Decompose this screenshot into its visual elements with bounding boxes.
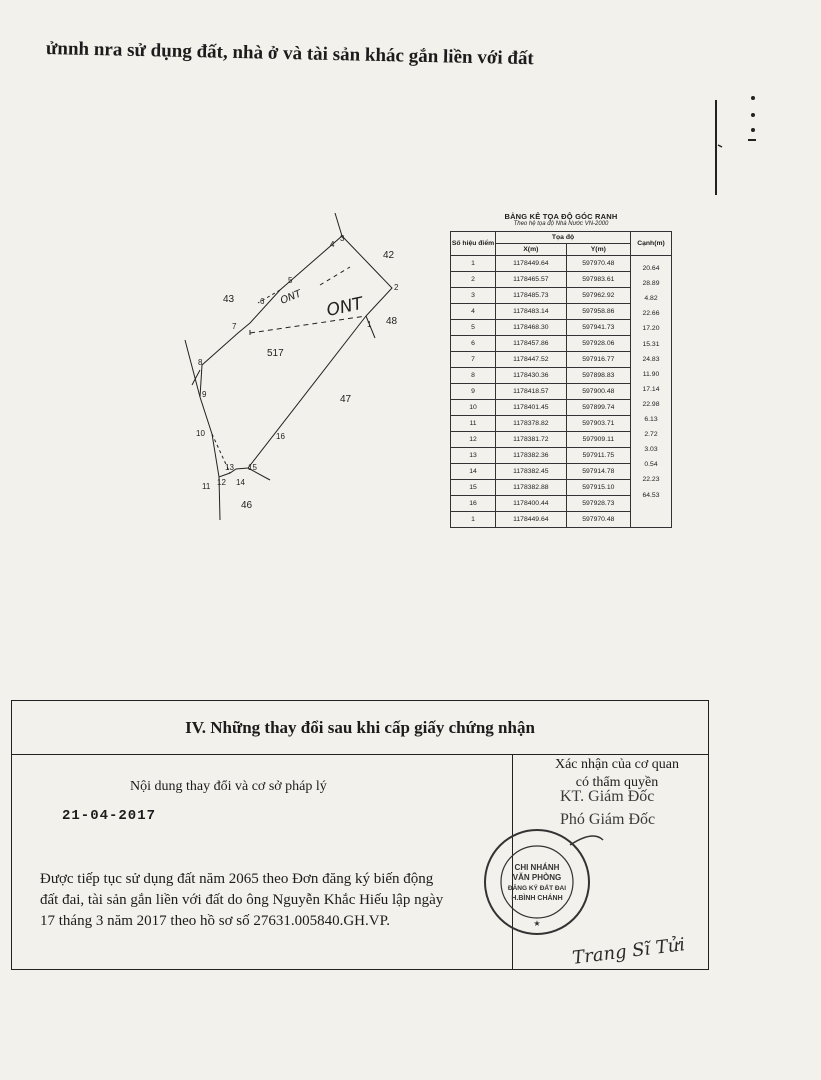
- vertex-label: 2: [394, 283, 399, 292]
- cell-x: 1178418.57: [496, 384, 567, 400]
- vertex-label: 9: [202, 390, 207, 399]
- vertex-label: 12: [217, 478, 226, 487]
- cell-y: 597941.73: [566, 320, 630, 336]
- cell-x: 1178465.57: [496, 272, 567, 288]
- cell-pt: 14: [451, 464, 496, 480]
- edge-length: 4.82: [644, 295, 658, 303]
- coordinate-table: [450, 231, 672, 528]
- margin-marks: [708, 95, 758, 205]
- land-use-label: ONT: [324, 293, 365, 321]
- cell-x: 1178483.14: [496, 304, 567, 320]
- edge-length: 15.31: [642, 340, 660, 348]
- cell-x: 1178485.73: [496, 288, 567, 304]
- cell-pt: 1: [451, 512, 496, 528]
- cell-pt: 12: [451, 432, 496, 448]
- cell-y: 597909.11: [566, 432, 630, 448]
- neighbor-parcel: 42: [383, 250, 395, 261]
- cell-x: 1178430.36: [496, 368, 567, 384]
- cell-x: 1178382.36: [496, 448, 567, 464]
- neighbor-parcel: 48: [386, 316, 398, 327]
- edge-length: 22.66: [642, 310, 660, 318]
- cell-pt: 5: [451, 320, 496, 336]
- cell-y: 597958.86: [566, 304, 630, 320]
- cell-y: 597928.73: [566, 496, 630, 512]
- edge-length: 17.20: [642, 325, 660, 333]
- parcel-number: 517: [267, 348, 284, 359]
- cell-x: 1178381.72: [496, 432, 567, 448]
- cell-pt: 2: [451, 272, 496, 288]
- stamp-text: CHI NHÁNH: [514, 863, 560, 872]
- star-icon: ★: [533, 919, 541, 928]
- cell-x: 1178401.45: [496, 400, 567, 416]
- vertex-label: 8: [198, 358, 203, 367]
- cell-x: 1178468.30: [496, 320, 567, 336]
- cell-pt: 8: [451, 368, 496, 384]
- cell-x: 1178447.52: [496, 352, 567, 368]
- cell-pt: 1: [451, 256, 496, 272]
- vertex-label: 10: [196, 429, 205, 438]
- cell-y: 597916.77: [566, 352, 630, 368]
- vertex-label: 15: [248, 463, 257, 472]
- left-column-header: Nội dung thay đổi và cơ sở pháp lý: [130, 779, 327, 794]
- coordinate-table-title: BẢNG KÊ TỌA ĐỘ GÓC RANH: [504, 212, 618, 221]
- cell-y: 597970.48: [566, 512, 630, 528]
- cell-y: 597903.71: [566, 416, 630, 432]
- edge-length: 64.53: [642, 491, 660, 499]
- stamp-text: H.BÌNH CHÁNH: [511, 895, 563, 902]
- right-column-header: [532, 756, 702, 792]
- header-edge: Cạnh(m): [631, 232, 672, 256]
- header-y: Y(m): [566, 244, 630, 256]
- cell-x: 1178449.64: [496, 512, 567, 528]
- stamp-text: ĐĂNG KÝ ĐẤT ĐAI: [507, 885, 567, 892]
- neighbor-parcel: 43: [223, 294, 235, 305]
- cell-x: 1178378.82: [496, 416, 567, 432]
- cell-y: 597983.61: [566, 272, 630, 288]
- cell-y: 597914.78: [566, 464, 630, 480]
- content-line: Được tiếp tục sử dụng đất năm 2065 theo Đơn đăng ký biến động: [40, 871, 434, 887]
- vertex-label: 5: [288, 276, 293, 285]
- edge-length: 22.23: [642, 476, 660, 484]
- coordinate-table-block: [450, 212, 672, 528]
- cell-x: 1178382.88: [496, 480, 567, 496]
- vertex-label: 11: [202, 482, 211, 491]
- change-date: 21-04-2017: [62, 808, 157, 824]
- cell-y: 597962.92: [566, 288, 630, 304]
- edge-label: 16: [276, 432, 285, 441]
- cell-y: 597911.75: [566, 448, 630, 464]
- header-point: Số hiệu điểm: [451, 232, 496, 256]
- right-header-line: Xác nhận của cơ quan: [554, 757, 679, 772]
- cell-y: 597970.48: [566, 256, 630, 272]
- vertex-label: 4: [330, 240, 335, 249]
- vertex-label: 1: [367, 320, 372, 329]
- signer-position: Phó Giám Đốc: [560, 811, 656, 828]
- vertex-label: 13: [225, 463, 234, 472]
- edge-length: 20.64: [642, 265, 660, 272]
- cell-y: 597900.48: [566, 384, 630, 400]
- cell-pt: 16: [451, 496, 496, 512]
- cell-x: 1178457.86: [496, 336, 567, 352]
- vertex-label: 7: [232, 322, 237, 331]
- content-line: đất đai, tài sản gắn liền với đất do ông Nguyễn Khắc Hiếu lập ngày: [40, 892, 444, 908]
- cell-y: 597899.74: [566, 400, 630, 416]
- neighbor-parcel: 47: [340, 394, 352, 405]
- header-x: X(m): [496, 244, 567, 256]
- edge-length: 6.13: [644, 416, 658, 423]
- page-header-title: ửnnh nra sử dụng đất, nhà ở và tài sản khác gắn liền với đất: [45, 38, 534, 70]
- cell-pt: 9: [451, 384, 496, 400]
- vertex-label: 6: [260, 297, 265, 306]
- edge-column: [631, 256, 672, 528]
- header-coords: Tọa độ: [496, 232, 631, 244]
- section-title: IV. Những thay đổi sau khi cấp giấy chứng nhận: [12, 701, 708, 755]
- cell-x: 1178400.44: [496, 496, 567, 512]
- signer-title: KT. Giám Đốc: [560, 788, 655, 805]
- edge-length: 0.54: [644, 461, 658, 469]
- cell-y: 597915.10: [566, 480, 630, 496]
- cell-pt: 15: [451, 480, 496, 496]
- cell-y: 597898.83: [566, 368, 630, 384]
- coordinate-table-subtitle: Theo hệ tọa độ Nhà Nước VN-2000: [513, 221, 609, 227]
- edge-length: 2.72: [644, 431, 658, 439]
- signature: Trang Sĩ Tửi: [571, 934, 687, 969]
- edge-length: 3.03: [644, 446, 658, 454]
- cell-y: 597928.06: [566, 336, 630, 352]
- edge-length: 24.83: [642, 355, 660, 363]
- cell-pt: 7: [451, 352, 496, 368]
- cell-x: 1178382.45: [496, 464, 567, 480]
- stamp-text: VĂN PHÒNG: [512, 873, 562, 882]
- table-row: [451, 256, 672, 272]
- edge-length: 11.90: [642, 370, 660, 378]
- edge-length: 28.89: [642, 280, 660, 288]
- content-line: 17 tháng 3 năm 2017 theo hồ sơ số 27631.005840.GH.VP.: [40, 913, 391, 929]
- neighbor-parcel: 46: [241, 500, 253, 511]
- official-stamp: [475, 810, 605, 950]
- vertex-label: 3: [340, 234, 345, 243]
- cell-pt: 11: [451, 416, 496, 432]
- parcel-map: [170, 205, 440, 535]
- cell-pt: 3: [451, 288, 496, 304]
- edge-length: 17.14: [642, 385, 660, 393]
- cell-x: 1178449.64: [496, 256, 567, 272]
- cell-pt: 6: [451, 336, 496, 352]
- cell-pt: 10: [451, 400, 496, 416]
- signature-stroke: [570, 836, 603, 845]
- cell-pt: 13: [451, 448, 496, 464]
- land-use-label-small: ONT: [279, 288, 304, 307]
- vertex-label: 14: [236, 478, 245, 487]
- right-header-line: có thẩm quyền: [575, 775, 659, 790]
- edge-length: 22.98: [642, 400, 660, 408]
- cell-pt: 4: [451, 304, 496, 320]
